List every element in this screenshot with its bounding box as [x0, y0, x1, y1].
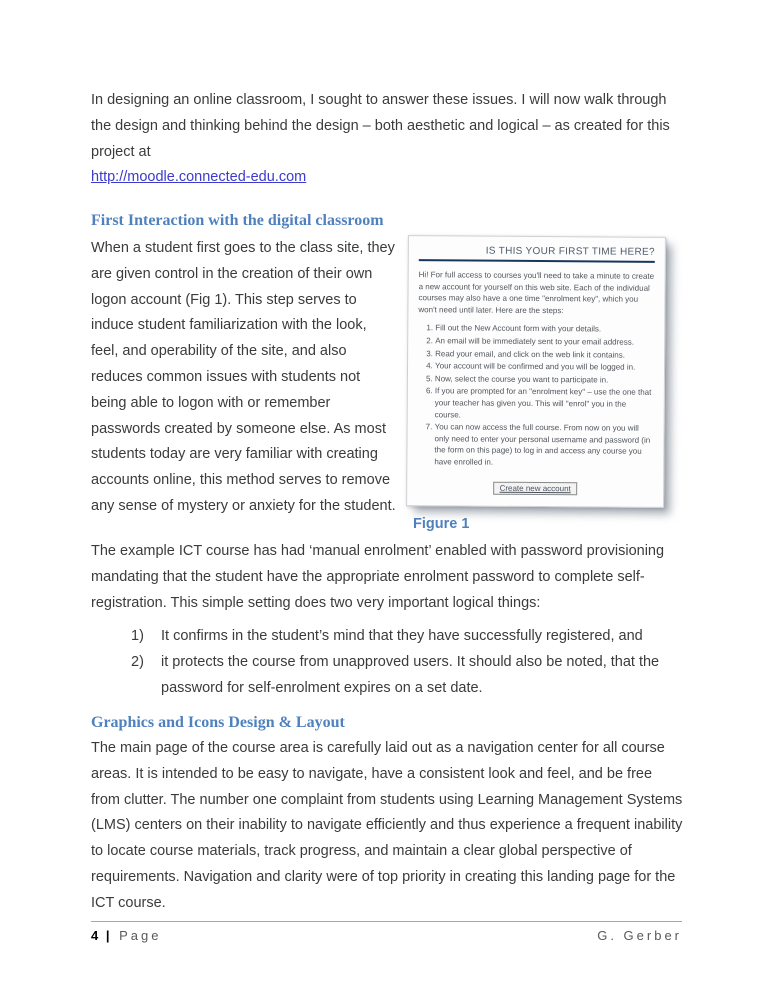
figure-1-wrap — [407, 236, 683, 532]
figure-step: 1. Fill out the New Account form with your details. — [435, 323, 654, 336]
paragraph-manual-enrolment: The example ICT course has had ‘manual enrolment’ enabled with password provisioning mandating that the student have the appropriate enrolment password to complete self-registration. This simple setting does two very important logical things: — [91, 543, 665, 611]
footer-page-number: 4 — [91, 928, 100, 943]
footer-author: G. Gerber — [597, 928, 682, 943]
figure-step: 4. Your account will be confirmed and you will be logged in. — [435, 360, 654, 373]
figure-screenshot-title: IS THIS YOUR FIRST TIME HERE? — [419, 245, 655, 263]
two-column-block — [91, 236, 683, 532]
list-item — [91, 650, 683, 702]
moodle-hyperlink[interactable]: http://moodle.connected-edu.com — [91, 169, 307, 186]
footer-divider — [91, 921, 682, 922]
list-item-text: It confirms in the student’s mind that they have successfully registered, and — [161, 628, 643, 644]
figure-step: 6. If you are prompted for an "enrolment key" – use the one that your teacher has given you. This will "enrol" you in the course. — [435, 386, 654, 422]
figure-steps-list — [417, 323, 654, 470]
figure-step: 3. Read your email, and click on the web link it contains. — [435, 348, 654, 361]
intro-paragraph — [91, 88, 683, 191]
footer-page-label: Page — [119, 928, 162, 943]
figure-step: 5. Now, select the course you want to participate in. — [435, 373, 654, 386]
figure-caption: Figure 1 — [413, 515, 470, 532]
figure-step: 7. You can now access the full course. From now on you will only need to enter your personal username and password (in the form on this page) to log in and access any course you have enrolled in. — [434, 421, 653, 469]
create-new-account-button-image: Create new account — [494, 481, 577, 495]
figure-step: 2. An email will be immediately sent to your email address. — [435, 335, 654, 348]
numbered-list — [91, 624, 683, 701]
page-footer — [91, 928, 682, 943]
figure-screenshot-intro: Hi! For full access to courses you'll need to take a minute to create a new account for yourself on this web site. Each of the individual courses may also have a one time "enrolment key", which you won't need until later. Here are the steps: — [418, 270, 655, 315]
section-heading-graphics-icons: Graphics and Icons Design & Layout — [91, 714, 345, 731]
section1-body: When a student first goes to the class site, they are given control in the creation of their own logon account (Fig 1). This step serves to induce student familiarization with the look, feel, and operability of the site, and also reduces common issues with students not being able to logon with or remember passwords created by someone else. As most students today are very familiar with creating accounts online, this method serves to remove any sense of mystery or anxiety for the student. — [91, 240, 396, 514]
figure-1-screenshot — [406, 235, 666, 507]
section2-body: The main page of the course area is carefully laid out as a navigation center for all course areas. It is intended to be easy to navigate, have a consistent look and feel, and be free from clutter. The number one complaint from students using Learning Management Systems (LMS) centers on their inability to navigate efficiently and thus experience a frequent inability to locate course materials, track progress, and maintain a clear global perspective of requirements. Navigation and clarity were of top priority in creating this landing page for the ICT course. — [91, 740, 683, 911]
list-item-marker: 2) — [131, 653, 144, 670]
intro-text: In designing an online classroom, I sought to answer these issues. I will now walk through the design and thinking behind the design – both aesthetic and logical – as created for this project at — [91, 92, 670, 160]
figure-button-row — [417, 477, 653, 497]
list-item-marker: 1) — [131, 628, 144, 644]
footer-page-indicator — [91, 928, 162, 943]
section-heading-first-interaction: First Interaction with the digital classroom — [91, 212, 384, 229]
footer-separator: | — [105, 928, 113, 943]
list-item — [91, 624, 683, 650]
list-item-text: it protects the course from unapproved users. It should also be noted, that the password for self-enrolment expires on a set date. — [161, 653, 660, 696]
